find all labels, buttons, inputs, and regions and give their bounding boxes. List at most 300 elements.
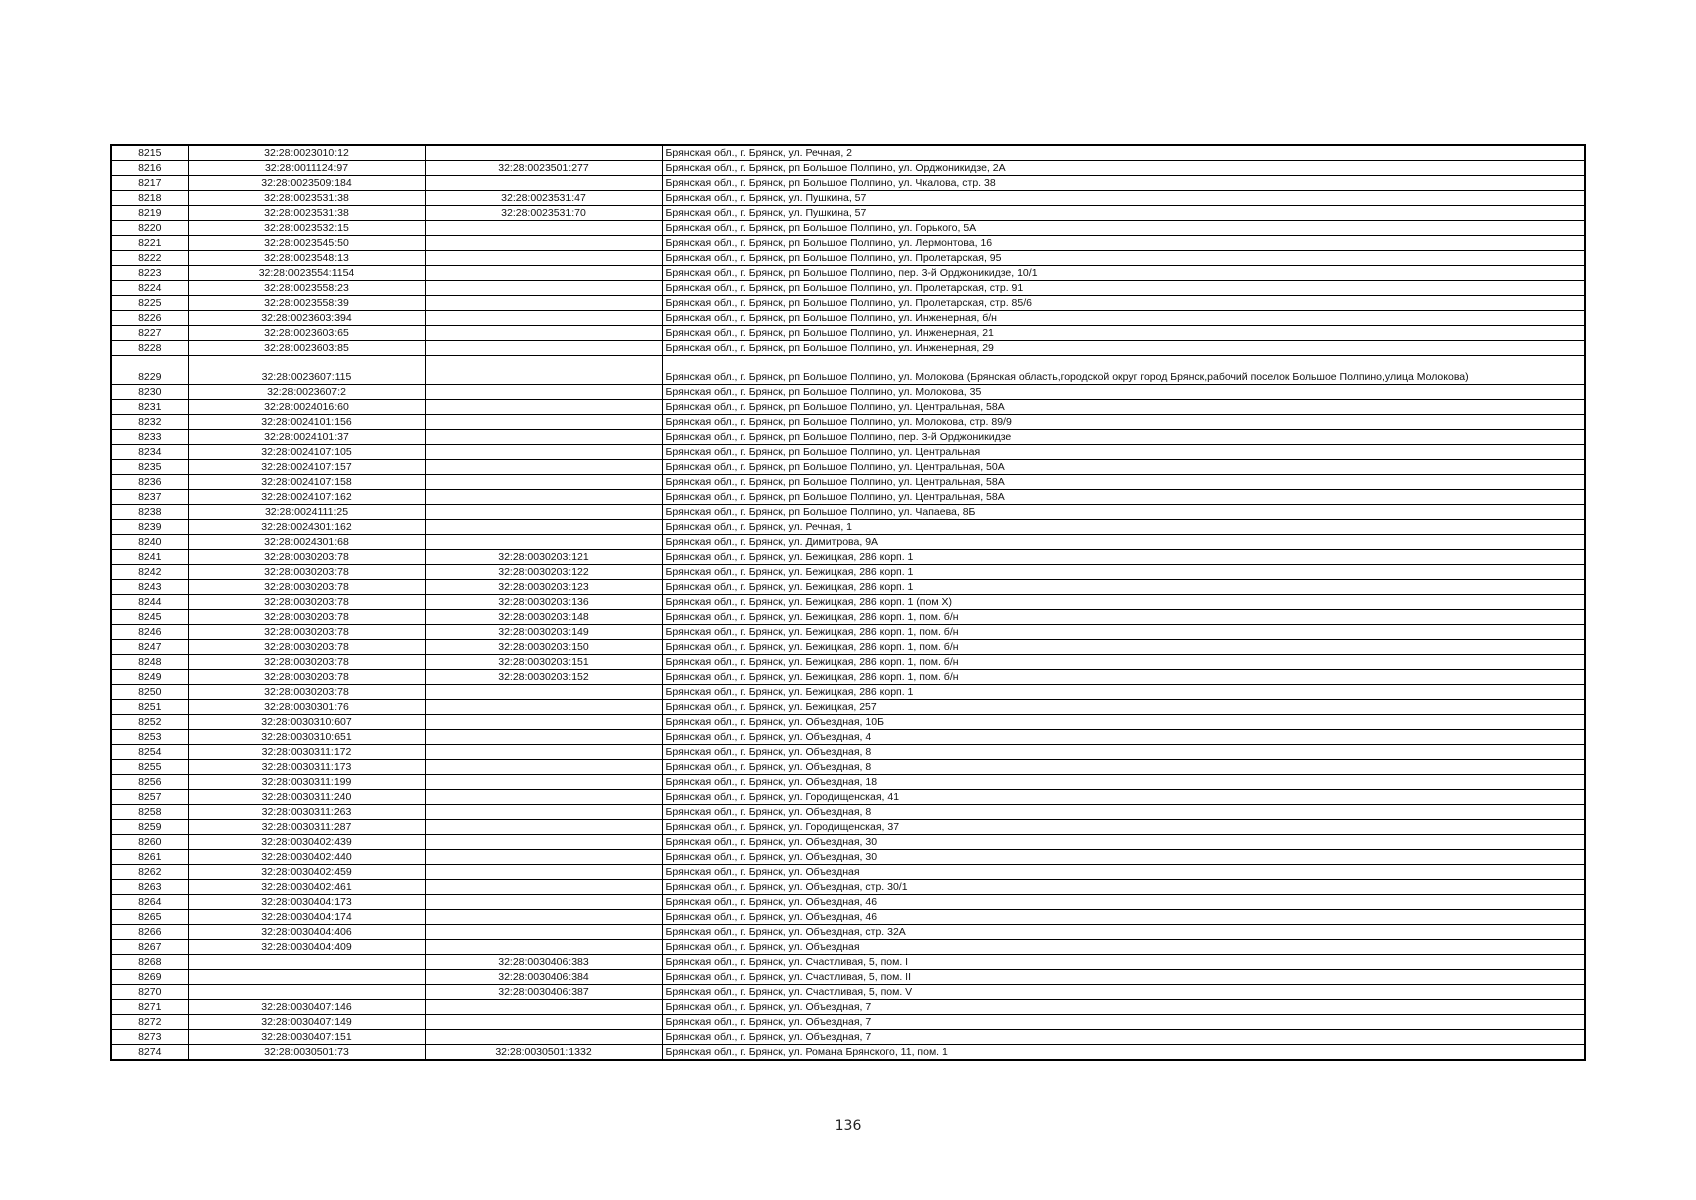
- cadastral-number-cell: [188, 970, 425, 985]
- table-row: [111, 850, 1585, 865]
- unit-cadastral-number-cell: 32:28:0030203:136: [425, 595, 662, 610]
- address-cell: Брянская обл., г. Брянск, рп Большое Полпино, ул. Центральная, 58А: [662, 400, 1585, 415]
- table-row: [111, 281, 1585, 296]
- cadastral-number-cell: 32:28:0030301:76: [188, 700, 425, 715]
- cadastral-number-cell: 32:28:0030407:146: [188, 1000, 425, 1015]
- row-number-cell: 8236: [111, 475, 188, 490]
- address-cell: Брянская обл., г. Брянск, ул. Бежицкая, 257: [662, 700, 1585, 715]
- cadastral-number-cell: 32:28:0023531:38: [188, 191, 425, 206]
- cadastral-number-cell: 32:28:0023603:65: [188, 326, 425, 341]
- table-row: [111, 460, 1585, 475]
- table-row: [111, 820, 1585, 835]
- unit-cadastral-number-cell: [425, 251, 662, 266]
- unit-cadastral-number-cell: [425, 400, 662, 415]
- address-cell: Брянская обл., г. Брянск, ул. Романа Брянского, 11, пом. 1: [662, 1045, 1585, 1061]
- table-row: [111, 430, 1585, 445]
- cadastral-number-cell: [188, 955, 425, 970]
- row-number-cell: 8268: [111, 955, 188, 970]
- table-row: [111, 685, 1585, 700]
- row-number-cell: 8238: [111, 505, 188, 520]
- table-row: [111, 356, 1585, 385]
- table-row: [111, 655, 1585, 670]
- row-number-cell: 8261: [111, 850, 188, 865]
- row-number-cell: 8232: [111, 415, 188, 430]
- table-row: [111, 940, 1585, 955]
- address-cell: Брянская обл., г. Брянск, рп Большое Полпино, ул. Пролетарская, стр. 85/6: [662, 296, 1585, 311]
- row-number-cell: 8272: [111, 1015, 188, 1030]
- cadastral-number-cell: 32:28:0030404:173: [188, 895, 425, 910]
- cadastral-number-cell: 32:28:0024107:162: [188, 490, 425, 505]
- address-cell: Брянская обл., г. Брянск, ул. Бежицкая, 286 корп. 1, пом. б/н: [662, 655, 1585, 670]
- address-cell: Брянская обл., г. Брянск, ул. Объездная, 4: [662, 730, 1585, 745]
- unit-cadastral-number-cell: [425, 490, 662, 505]
- cadastral-number-cell: 32:28:0030402:439: [188, 835, 425, 850]
- row-number-cell: 8220: [111, 221, 188, 236]
- unit-cadastral-number-cell: [425, 760, 662, 775]
- unit-cadastral-number-cell: [425, 460, 662, 475]
- row-number-cell: 8225: [111, 296, 188, 311]
- table-row: [111, 311, 1585, 326]
- table-row: [111, 595, 1585, 610]
- unit-cadastral-number-cell: [425, 296, 662, 311]
- row-number-cell: 8252: [111, 715, 188, 730]
- table-row: [111, 1000, 1585, 1015]
- cadastral-number-cell: 32:28:0023531:38: [188, 206, 425, 221]
- cadastral-number-cell: 32:28:0030402:461: [188, 880, 425, 895]
- cadastral-number-cell: 32:28:0030310:651: [188, 730, 425, 745]
- unit-cadastral-number-cell: 32:28:0030203:123: [425, 580, 662, 595]
- table-row: [111, 251, 1585, 266]
- table-row: [111, 625, 1585, 640]
- cadastral-number-cell: 32:28:0023558:39: [188, 296, 425, 311]
- row-number-cell: 8224: [111, 281, 188, 296]
- row-number-cell: 8264: [111, 895, 188, 910]
- table-row: [111, 670, 1585, 685]
- table-row: [111, 835, 1585, 850]
- unit-cadastral-number-cell: [425, 236, 662, 251]
- address-cell: Брянская обл., г. Брянск, рп Большое Полпино, ул. Инженерная, 21: [662, 326, 1585, 341]
- row-number-cell: 8243: [111, 580, 188, 595]
- unit-cadastral-number-cell: [425, 266, 662, 281]
- cadastral-number-cell: 32:28:0024107:158: [188, 475, 425, 490]
- unit-cadastral-number-cell: [425, 430, 662, 445]
- table-row: [111, 970, 1585, 985]
- row-number-cell: 8237: [111, 490, 188, 505]
- address-cell: Брянская обл., г. Брянск, рп Большое Полпино, ул. Центральная: [662, 445, 1585, 460]
- cadastral-number-cell: 32:28:0023607:115: [188, 356, 425, 385]
- address-cell: Брянская обл., г. Брянск, рп Большое Полпино, ул. Чапаева, 8Б: [662, 505, 1585, 520]
- unit-cadastral-number-cell: [425, 145, 662, 161]
- address-cell: Брянская обл., г. Брянск, рп Большое Полпино, пер. 3-й Орджоникидзе: [662, 430, 1585, 445]
- table-row: [111, 490, 1585, 505]
- table-row: [111, 415, 1585, 430]
- address-cell: Брянская обл., г. Брянск, ул. Городищенская, 37: [662, 820, 1585, 835]
- unit-cadastral-number-cell: [425, 385, 662, 400]
- address-cell: Брянская обл., г. Брянск, ул. Объездная, 7: [662, 1030, 1585, 1045]
- row-number-cell: 8218: [111, 191, 188, 206]
- unit-cadastral-number-cell: [425, 850, 662, 865]
- table-row: [111, 1030, 1585, 1045]
- cadastral-number-cell: 32:28:0030311:240: [188, 790, 425, 805]
- table-row: [111, 565, 1585, 580]
- table-row: [111, 161, 1585, 176]
- address-cell: Брянская обл., г. Брянск, ул. Объездная, 7: [662, 1000, 1585, 1015]
- cadastral-number-cell: 32:28:0030407:149: [188, 1015, 425, 1030]
- cadastral-number-cell: 32:28:0023554:1154: [188, 266, 425, 281]
- unit-cadastral-number-cell: [425, 520, 662, 535]
- address-cell: Брянская обл., г. Брянск, ул. Бежицкая, 286 корп. 1: [662, 565, 1585, 580]
- address-cell: Брянская обл., г. Брянск, ул. Объездная, 8: [662, 760, 1585, 775]
- row-number-cell: 8240: [111, 535, 188, 550]
- table-row: [111, 910, 1585, 925]
- address-cell: Брянская обл., г. Брянск, ул. Объездная, 8: [662, 745, 1585, 760]
- table-row: [111, 880, 1585, 895]
- address-cell: Брянская обл., г. Брянск, рп Большое Полпино, ул. Центральная, 50А: [662, 460, 1585, 475]
- table-row: [111, 730, 1585, 745]
- cadastral-number-cell: 32:28:0030203:78: [188, 610, 425, 625]
- cadastral-number-cell: 32:28:0023545:50: [188, 236, 425, 251]
- address-cell: Брянская обл., г. Брянск, ул. Объездная, 8: [662, 805, 1585, 820]
- row-number-cell: 8233: [111, 430, 188, 445]
- row-number-cell: 8262: [111, 865, 188, 880]
- row-number-cell: 8257: [111, 790, 188, 805]
- unit-cadastral-number-cell: [425, 835, 662, 850]
- row-number-cell: 8274: [111, 1045, 188, 1061]
- unit-cadastral-number-cell: 32:28:0030203:122: [425, 565, 662, 580]
- address-cell: Брянская обл., г. Брянск, ул. Объездная, стр. 32А: [662, 925, 1585, 940]
- row-number-cell: 8239: [111, 520, 188, 535]
- row-number-cell: 8245: [111, 610, 188, 625]
- address-cell: Брянская обл., г. Брянск, ул. Бежицкая, 286 корп. 1: [662, 550, 1585, 565]
- row-number-cell: 8217: [111, 176, 188, 191]
- table-row: [111, 236, 1585, 251]
- unit-cadastral-number-cell: [425, 715, 662, 730]
- row-number-cell: 8215: [111, 145, 188, 161]
- unit-cadastral-number-cell: [425, 775, 662, 790]
- row-number-cell: 8221: [111, 236, 188, 251]
- cadastral-number-cell: 32:28:0023509:184: [188, 176, 425, 191]
- unit-cadastral-number-cell: [425, 865, 662, 880]
- row-number-cell: 8222: [111, 251, 188, 266]
- address-cell: Брянская обл., г. Брянск, ул. Объездная: [662, 940, 1585, 955]
- unit-cadastral-number-cell: [425, 221, 662, 236]
- address-cell: Брянская обл., г. Брянск, рп Большое Полпино, пер. 3-й Орджоникидзе, 10/1: [662, 266, 1585, 281]
- address-cell: Брянская обл., г. Брянск, рп Большое Полпино, ул. Горького, 5А: [662, 221, 1585, 236]
- row-number-cell: 8253: [111, 730, 188, 745]
- address-cell: Брянская обл., г. Брянск, рп Большое Полпино, ул. Инженерная, б/н: [662, 311, 1585, 326]
- cadastral-number-cell: 32:28:0030404:406: [188, 925, 425, 940]
- cadastral-number-cell: 32:28:0030311:263: [188, 805, 425, 820]
- address-cell: Брянская обл., г. Брянск, ул. Димитрова, 9А: [662, 535, 1585, 550]
- unit-cadastral-number-cell: [425, 415, 662, 430]
- table-row: [111, 955, 1585, 970]
- address-cell: Брянская обл., г. Брянск, рп Большое Полпино, ул. Центральная, 58А: [662, 490, 1585, 505]
- address-cell: Брянская обл., г. Брянск, ул. Объездная, 10Б: [662, 715, 1585, 730]
- row-number-cell: 8256: [111, 775, 188, 790]
- unit-cadastral-number-cell: [425, 1000, 662, 1015]
- table-row: [111, 191, 1585, 206]
- cadastral-number-cell: 32:28:0024101:156: [188, 415, 425, 430]
- table-row: [111, 145, 1585, 161]
- address-cell: Брянская обл., г. Брянск, ул. Речная, 1: [662, 520, 1585, 535]
- cadastral-number-cell: 32:28:0023532:15: [188, 221, 425, 236]
- table-row: [111, 550, 1585, 565]
- unit-cadastral-number-cell: [425, 790, 662, 805]
- cadastral-number-cell: 32:28:0030311:199: [188, 775, 425, 790]
- address-cell: Брянская обл., г. Брянск, ул. Объездная: [662, 865, 1585, 880]
- row-number-cell: 8234: [111, 445, 188, 460]
- unit-cadastral-number-cell: [425, 1015, 662, 1030]
- address-cell: Брянская обл., г. Брянск, рп Большое Полпино, ул. Молокова, стр. 89/9: [662, 415, 1585, 430]
- cadastral-number-cell: 32:28:0023558:23: [188, 281, 425, 296]
- address-cell: Брянская обл., г. Брянск, ул. Городищенская, 41: [662, 790, 1585, 805]
- table-row: [111, 535, 1585, 550]
- unit-cadastral-number-cell: 32:28:0030203:150: [425, 640, 662, 655]
- address-cell: Брянская обл., г. Брянск, ул. Бежицкая, 286 корп. 1, пом. б/н: [662, 610, 1585, 625]
- address-cell: Брянская обл., г. Брянск, ул. Речная, 2: [662, 145, 1585, 161]
- cadastral-number-cell: 32:28:0030311:173: [188, 760, 425, 775]
- row-number-cell: 8227: [111, 326, 188, 341]
- row-number-cell: 8251: [111, 700, 188, 715]
- row-number-cell: 8267: [111, 940, 188, 955]
- cadastral-number-cell: 32:28:0030203:78: [188, 625, 425, 640]
- address-cell: Брянская обл., г. Брянск, ул. Объездная, 30: [662, 850, 1585, 865]
- cadastral-number-cell: 32:28:0030203:78: [188, 640, 425, 655]
- row-number-cell: 8216: [111, 161, 188, 176]
- unit-cadastral-number-cell: 32:28:0023501:277: [425, 161, 662, 176]
- address-cell: Брянская обл., г. Брянск, рп Большое Полпино, ул. Инженерная, 29: [662, 341, 1585, 356]
- row-number-cell: 8249: [111, 670, 188, 685]
- cadastral-number-cell: 32:28:0030311:172: [188, 745, 425, 760]
- row-number-cell: 8235: [111, 460, 188, 475]
- cadastral-number-cell: 32:28:0024016:60: [188, 400, 425, 415]
- table-row: [111, 385, 1585, 400]
- table-row: [111, 700, 1585, 715]
- table-row: [111, 805, 1585, 820]
- unit-cadastral-number-cell: 32:28:0023531:47: [425, 191, 662, 206]
- row-number-cell: 8223: [111, 266, 188, 281]
- cadastral-number-cell: 32:28:0030407:151: [188, 1030, 425, 1045]
- cadastral-number-cell: 32:28:0030203:78: [188, 595, 425, 610]
- unit-cadastral-number-cell: [425, 341, 662, 356]
- unit-cadastral-number-cell: 32:28:0030203:148: [425, 610, 662, 625]
- row-number-cell: 8231: [111, 400, 188, 415]
- unit-cadastral-number-cell: [425, 820, 662, 835]
- address-cell: Брянская обл., г. Брянск, ул. Объездная, 7: [662, 1015, 1585, 1030]
- address-cell: Брянская обл., г. Брянск, ул. Счастливая, 5, пом. II: [662, 970, 1585, 985]
- unit-cadastral-number-cell: [425, 895, 662, 910]
- cadastral-number-cell: 32:28:0030310:607: [188, 715, 425, 730]
- cadastral-number-cell: 32:28:0011124:97: [188, 161, 425, 176]
- address-cell: Брянская обл., г. Брянск, ул. Объездная, 46: [662, 910, 1585, 925]
- address-cell: Брянская обл., г. Брянск, рп Большое Полпино, ул. Молокова, 35: [662, 385, 1585, 400]
- table-row: [111, 505, 1585, 520]
- cadastral-number-cell: 32:28:0030203:78: [188, 580, 425, 595]
- row-number-cell: 8259: [111, 820, 188, 835]
- unit-cadastral-number-cell: [425, 326, 662, 341]
- unit-cadastral-number-cell: [425, 356, 662, 385]
- row-number-cell: 8246: [111, 625, 188, 640]
- address-cell: Брянская обл., г. Брянск, рп Большое Полпино, ул. Пролетарская, стр. 91: [662, 281, 1585, 296]
- cadastral-number-cell: 32:28:0023603:85: [188, 341, 425, 356]
- address-cell: Брянская обл., г. Брянск, рп Большое Полпино, ул. Центральная, 58А: [662, 475, 1585, 490]
- cadastral-number-cell: 32:28:0030402:459: [188, 865, 425, 880]
- cadastral-number-cell: 32:28:0024101:37: [188, 430, 425, 445]
- unit-cadastral-number-cell: 32:28:0023531:70: [425, 206, 662, 221]
- unit-cadastral-number-cell: 32:28:0030203:152: [425, 670, 662, 685]
- unit-cadastral-number-cell: [425, 730, 662, 745]
- table-row: [111, 610, 1585, 625]
- address-cell: Брянская обл., г. Брянск, ул. Бежицкая, 286 корп. 1 (пом X): [662, 595, 1585, 610]
- table-row: [111, 206, 1585, 221]
- address-cell: Брянская обл., г. Брянск, ул. Объездная, 46: [662, 895, 1585, 910]
- unit-cadastral-number-cell: 32:28:0030203:149: [425, 625, 662, 640]
- table-row: [111, 580, 1585, 595]
- address-cell: Брянская обл., г. Брянск, рп Большое Полпино, ул. Молокова (Брянская область,городской округ город Брянск,рабочий поселок Большое Полпино,улица Молокова): [662, 356, 1585, 385]
- address-cell: Брянская обл., г. Брянск, рп Большое Полпино, ул. Пролетарская, 95: [662, 251, 1585, 266]
- table-row: [111, 985, 1585, 1000]
- unit-cadastral-number-cell: 32:28:0030501:1332: [425, 1045, 662, 1061]
- table-row: [111, 400, 1585, 415]
- cadastral-number-cell: 32:28:0030203:78: [188, 550, 425, 565]
- row-number-cell: 8247: [111, 640, 188, 655]
- address-cell: Брянская обл., г. Брянск, ул. Бежицкая, 286 корп. 1, пом. б/н: [662, 625, 1585, 640]
- row-number-cell: 8273: [111, 1030, 188, 1045]
- cadastral-number-cell: 32:28:0024107:105: [188, 445, 425, 460]
- address-cell: Брянская обл., г. Брянск, рп Большое Полпино, ул. Орджоникидзе, 2А: [662, 161, 1585, 176]
- unit-cadastral-number-cell: [425, 805, 662, 820]
- row-number-cell: 8242: [111, 565, 188, 580]
- table-row: [111, 176, 1585, 191]
- page-number: 136: [834, 1118, 862, 1134]
- table-row: [111, 640, 1585, 655]
- unit-cadastral-number-cell: 32:28:0030406:384: [425, 970, 662, 985]
- table-row: [111, 475, 1585, 490]
- unit-cadastral-number-cell: [425, 910, 662, 925]
- table-row: [111, 790, 1585, 805]
- cadastral-number-cell: 32:28:0024301:68: [188, 535, 425, 550]
- cadastral-number-cell: 32:28:0030203:78: [188, 655, 425, 670]
- row-number-cell: 8271: [111, 1000, 188, 1015]
- table-row: [111, 775, 1585, 790]
- unit-cadastral-number-cell: [425, 535, 662, 550]
- unit-cadastral-number-cell: [425, 475, 662, 490]
- table-row: [111, 266, 1585, 281]
- row-number-cell: 8255: [111, 760, 188, 775]
- unit-cadastral-number-cell: [425, 1030, 662, 1045]
- unit-cadastral-number-cell: 32:28:0030203:121: [425, 550, 662, 565]
- address-cell: Брянская обл., г. Брянск, ул. Бежицкая, 286 корп. 1: [662, 580, 1585, 595]
- unit-cadastral-number-cell: 32:28:0030203:151: [425, 655, 662, 670]
- unit-cadastral-number-cell: [425, 745, 662, 760]
- row-number-cell: 8250: [111, 685, 188, 700]
- row-number-cell: 8266: [111, 925, 188, 940]
- unit-cadastral-number-cell: [425, 281, 662, 296]
- cadastral-number-cell: 32:28:0030501:73: [188, 1045, 425, 1061]
- unit-cadastral-number-cell: [425, 700, 662, 715]
- row-number-cell: 8219: [111, 206, 188, 221]
- row-number-cell: 8254: [111, 745, 188, 760]
- unit-cadastral-number-cell: [425, 685, 662, 700]
- table-row: [111, 326, 1585, 341]
- row-number-cell: 8260: [111, 835, 188, 850]
- row-number-cell: 8241: [111, 550, 188, 565]
- unit-cadastral-number-cell: [425, 925, 662, 940]
- cadastral-number-cell: 32:28:0030402:440: [188, 850, 425, 865]
- address-cell: Брянская обл., г. Брянск, ул. Бежицкая, 286 корп. 1, пом. б/н: [662, 670, 1585, 685]
- unit-cadastral-number-cell: 32:28:0030406:383: [425, 955, 662, 970]
- address-cell: Брянская обл., г. Брянск, ул. Объездная, 18: [662, 775, 1585, 790]
- row-number-cell: 8229: [111, 356, 188, 385]
- cadastral-number-cell: 32:28:0030311:287: [188, 820, 425, 835]
- unit-cadastral-number-cell: [425, 445, 662, 460]
- property-register-table: [110, 144, 1586, 1061]
- unit-cadastral-number-cell: [425, 940, 662, 955]
- address-cell: Брянская обл., г. Брянск, ул. Пушкина, 57: [662, 206, 1585, 221]
- cadastral-number-cell: 32:28:0024111:25: [188, 505, 425, 520]
- unit-cadastral-number-cell: [425, 505, 662, 520]
- table-row: [111, 445, 1585, 460]
- address-cell: Брянская обл., г. Брянск, ул. Объездная, стр. 30/1: [662, 880, 1585, 895]
- table-row: [111, 865, 1585, 880]
- table-row: [111, 1015, 1585, 1030]
- row-number-cell: 8230: [111, 385, 188, 400]
- row-number-cell: 8228: [111, 341, 188, 356]
- cadastral-number-cell: 32:28:0030404:409: [188, 940, 425, 955]
- address-cell: Брянская обл., г. Брянск, рп Большое Полпино, ул. Чкалова, стр. 38: [662, 176, 1585, 191]
- cadastral-number-cell: 32:28:0023607:2: [188, 385, 425, 400]
- table-row: [111, 925, 1585, 940]
- cadastral-number-cell: 32:28:0023548:13: [188, 251, 425, 266]
- address-cell: Брянская обл., г. Брянск, рп Большое Полпино, ул. Лермонтова, 16: [662, 236, 1585, 251]
- row-number-cell: 8226: [111, 311, 188, 326]
- table-row: [111, 895, 1585, 910]
- row-number-cell: 8244: [111, 595, 188, 610]
- row-number-cell: 8269: [111, 970, 188, 985]
- row-number-cell: 8270: [111, 985, 188, 1000]
- address-cell: Брянская обл., г. Брянск, ул. Объездная, 30: [662, 835, 1585, 850]
- address-cell: Брянская обл., г. Брянск, ул. Бежицкая, 286 корп. 1, пом. б/н: [662, 640, 1585, 655]
- table-row: [111, 745, 1585, 760]
- row-number-cell: 8248: [111, 655, 188, 670]
- row-number-cell: 8265: [111, 910, 188, 925]
- cadastral-number-cell: 32:28:0023603:394: [188, 311, 425, 326]
- cadastral-number-cell: 32:28:0024301:162: [188, 520, 425, 535]
- table-row: [111, 1045, 1585, 1061]
- cadastral-number-cell: 32:28:0030404:174: [188, 910, 425, 925]
- row-number-cell: 8258: [111, 805, 188, 820]
- unit-cadastral-number-cell: 32:28:0030406:387: [425, 985, 662, 1000]
- unit-cadastral-number-cell: [425, 176, 662, 191]
- address-cell: Брянская обл., г. Брянск, ул. Пушкина, 57: [662, 191, 1585, 206]
- cadastral-number-cell: 32:28:0023010:12: [188, 145, 425, 161]
- cadastral-number-cell: [188, 985, 425, 1000]
- table-row: [111, 715, 1585, 730]
- address-cell: Брянская обл., г. Брянск, ул. Счастливая, 5, пом. I: [662, 955, 1585, 970]
- address-cell: Брянская обл., г. Брянск, ул. Счастливая, 5, пом. V: [662, 985, 1585, 1000]
- table-row: [111, 520, 1585, 535]
- table-row: [111, 341, 1585, 356]
- row-number-cell: 8263: [111, 880, 188, 895]
- table-row: [111, 760, 1585, 775]
- address-cell: Брянская обл., г. Брянск, ул. Бежицкая, 286 корп. 1: [662, 685, 1585, 700]
- cadastral-number-cell: 32:28:0024107:157: [188, 460, 425, 475]
- cadastral-number-cell: 32:28:0030203:78: [188, 685, 425, 700]
- unit-cadastral-number-cell: [425, 311, 662, 326]
- cadastral-number-cell: 32:28:0030203:78: [188, 670, 425, 685]
- unit-cadastral-number-cell: [425, 880, 662, 895]
- table-body: [111, 145, 1585, 1060]
